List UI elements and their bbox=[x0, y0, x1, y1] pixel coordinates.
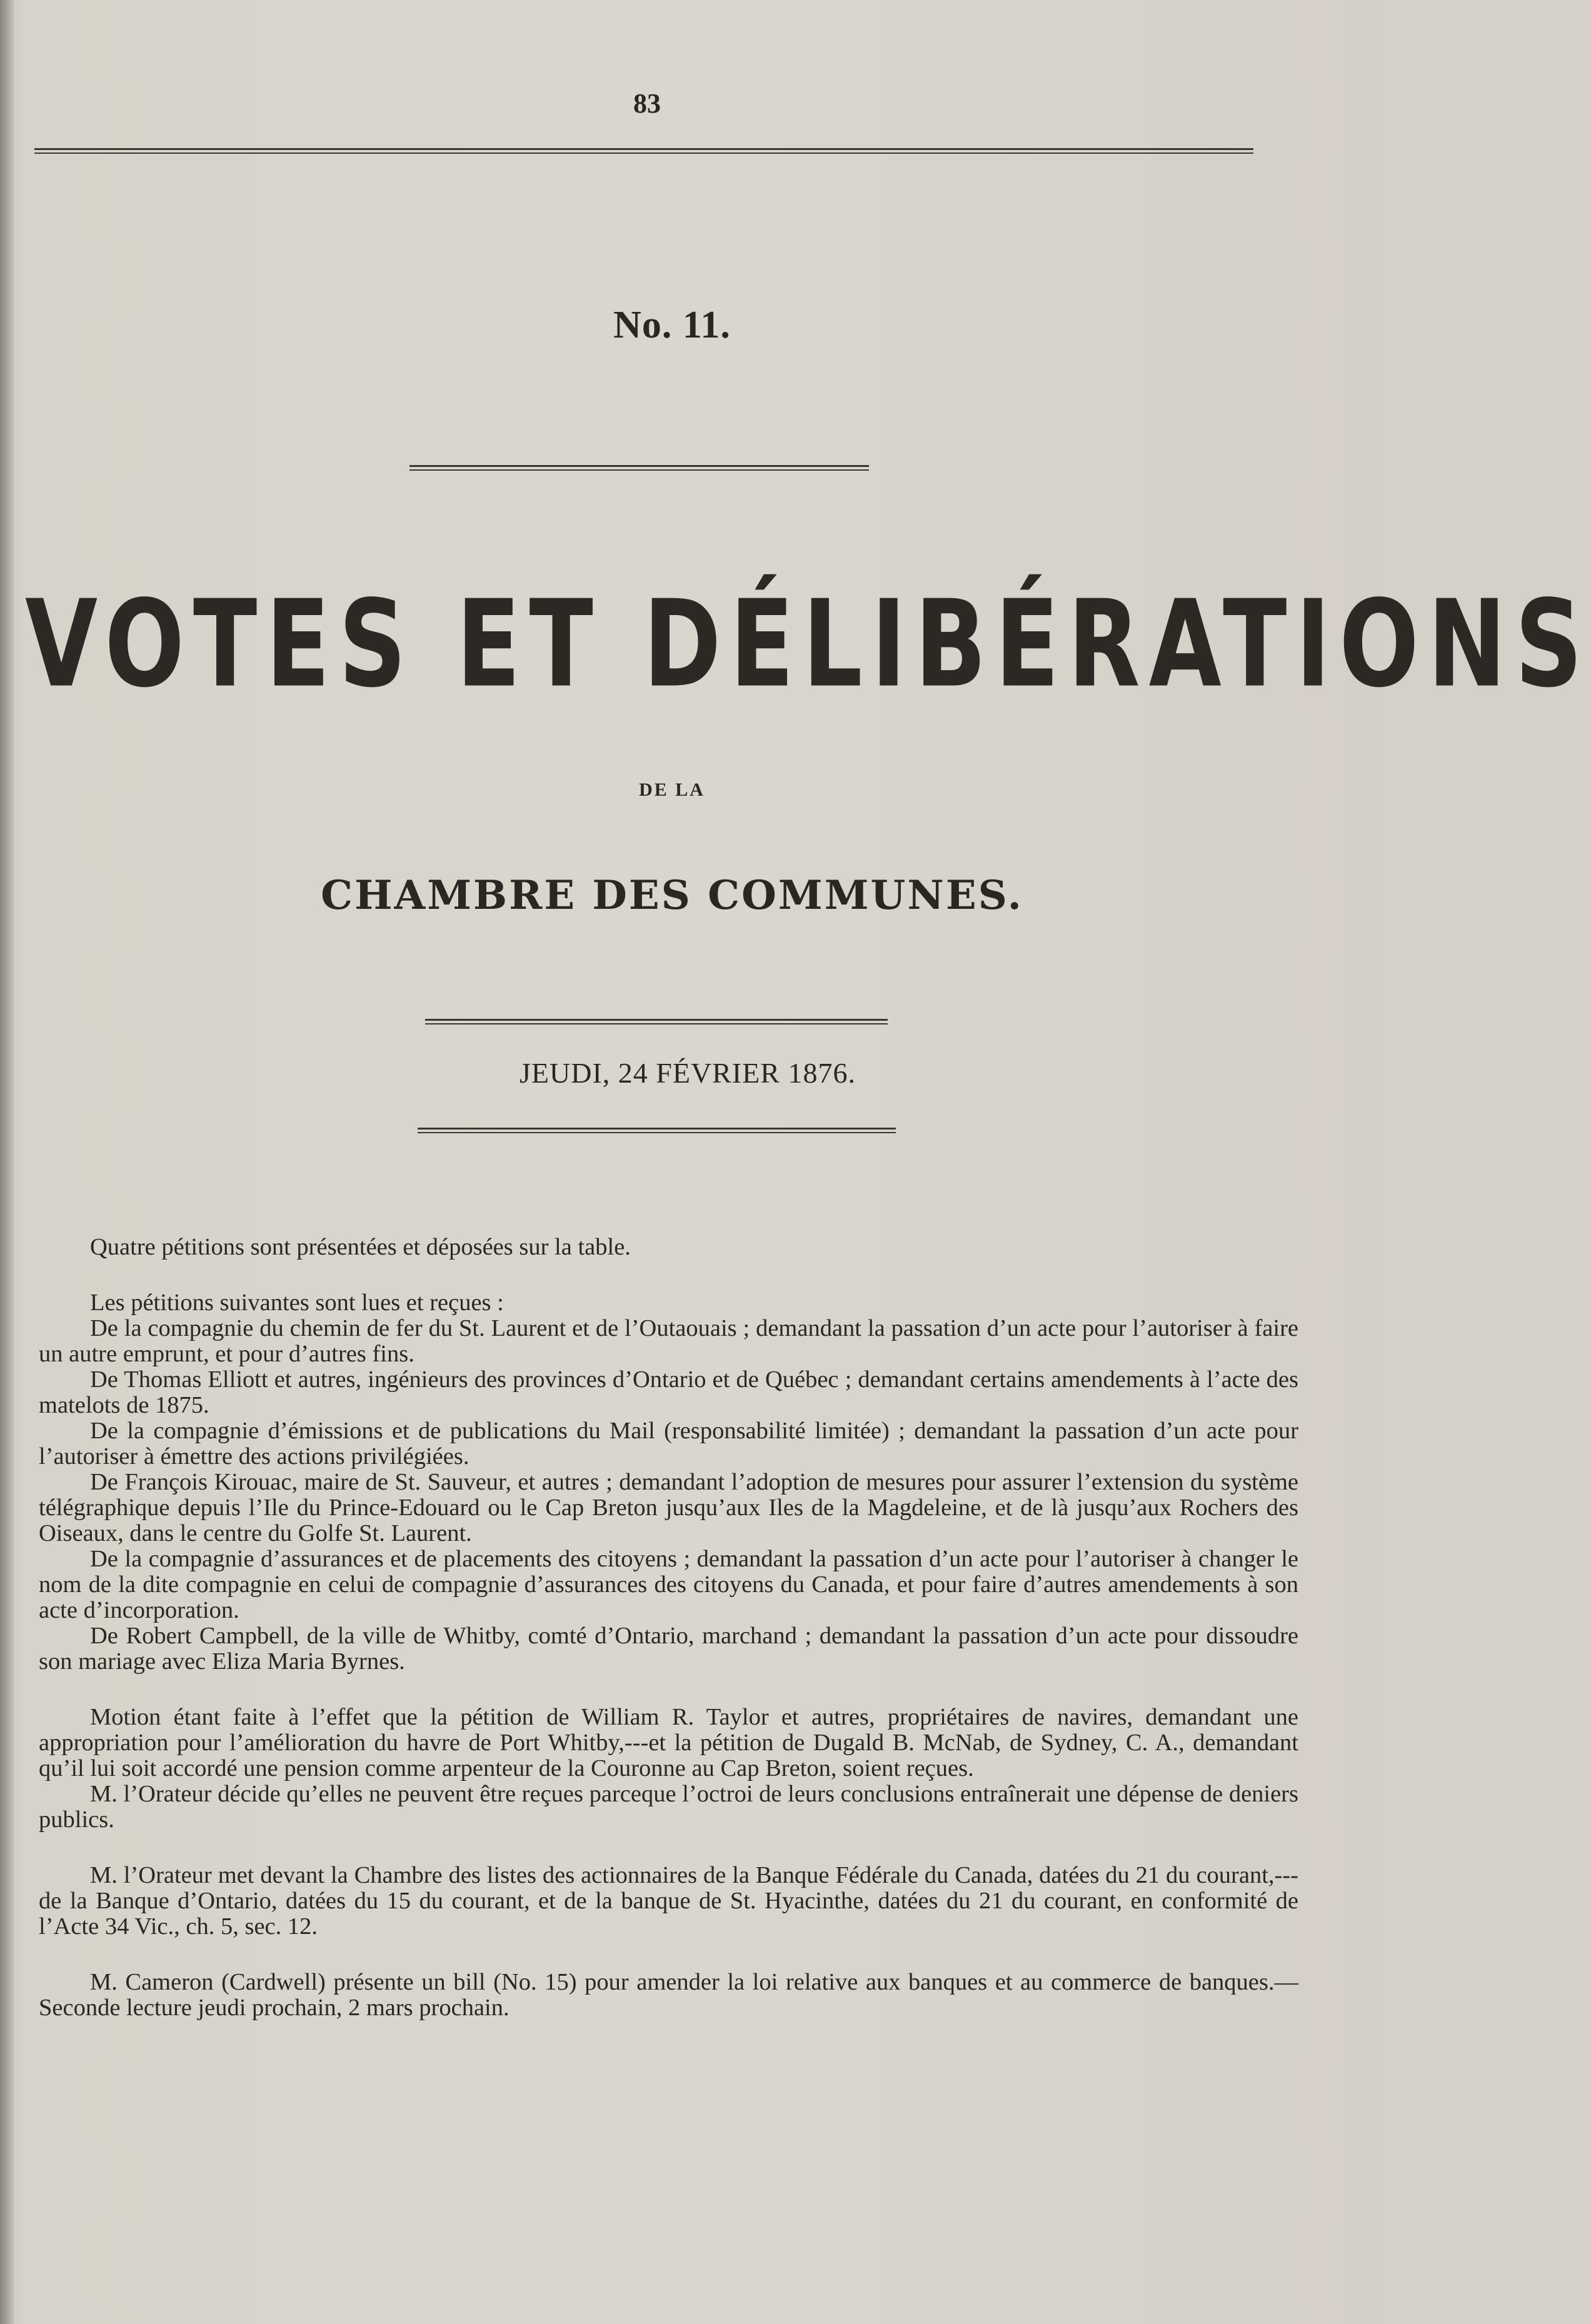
paragraph: De la compagnie du chemin de fer du St. Laurent et de l’Outaouais ; demandant la passation d’un acte pour l’autoriser à faire un autre emprunt, et pour d’autres fins. bbox=[39, 1315, 1298, 1367]
page-number: 83 bbox=[633, 88, 661, 119]
paragraph: De François Kirouac, maire de St. Sauveur, et autres ; demandant l’adoption de mesures pour assurer l’extension du système télégraphique depuis l’Ile du Prince-Edouard ou le Cap Breton jusqu’aux Iles de la Magdeleine, et de là jusqu’aux Rochers des Oiseaux, dans le centre du Golfe St. Laurent. bbox=[39, 1469, 1298, 1546]
paragraph: M. l’Orateur décide qu’elles ne peuvent être reçues parceque l’octroi de leurs conclusions entraînerait une dépense de deniers publics. bbox=[39, 1781, 1298, 1833]
paragraph: Les pétitions suivantes sont lues et reçues : bbox=[90, 1290, 504, 1316]
rule-divider bbox=[409, 465, 869, 471]
issue-number: No. 11. bbox=[613, 304, 731, 346]
rule-divider bbox=[418, 1128, 896, 1133]
paragraph: Motion étant faite à l’effet que la pétition de William R. Taylor et autres, propriétaires de navires, demandant une appropriation pour l’amélioration du havre de Port Whitby,---et la pétition de Dugald B. McNab, de Sydney, C. A., demandant qu’il lui soit accordé une pension comme arpenteur de la Couronne au Cap Breton, soient reçues. bbox=[39, 1704, 1298, 1781]
paragraph: Quatre pétitions sont présentées et déposées sur la table. bbox=[90, 1234, 631, 1260]
top-rule bbox=[34, 148, 1253, 154]
main-title: VOTES ET DÉLIBÉRATIONS bbox=[25, 575, 1591, 714]
paragraph: De Robert Campbell, de la ville de Whitby, comté d’Ontario, marchand ; demandant la passation d’un acte pour dissoudre son mariage avec Eliza Maria Byrnes. bbox=[39, 1623, 1298, 1675]
paragraph: M. l’Orateur met devant la Chambre des listes des actionnaires de la Banque Fédérale du Canada, datées du 21 du courant,---de la Banque d’Ontario, datées du 15 du courant, et de la banque de St. Hyacinthe, datées du 21 du courant, en conformité de l’Acte 34 Vic., ch. 5, sec. 12. bbox=[39, 1862, 1298, 1940]
subtitle-de-la: DE LA bbox=[639, 779, 705, 800]
session-date: JEUDI, 24 FÉVRIER 1876. bbox=[519, 1057, 856, 1089]
binding-shadow bbox=[0, 0, 14, 2324]
rule-divider bbox=[425, 1019, 888, 1024]
paragraph: M. Cameron (Cardwell) présente un bill (No. 15) pour amender la loi relative aux banques et au commerce de banques.—Seconde lecture jeudi prochain, 2 mars prochain. bbox=[39, 1969, 1298, 2021]
paragraph: De la compagnie d’émissions et de publications du Mail (responsabilité limitée) ; demandant la passation d’un acte pour l’autoriser à émettre des actions privilégiées. bbox=[39, 1418, 1298, 1470]
proceedings-body bbox=[39, 1235, 1298, 2021]
paragraph: De Thomas Elliott et autres, ingénieurs des provinces d’Ontario et de Québec ; demandant certains amendements à l’acte des matelots de 1875. bbox=[39, 1366, 1298, 1418]
paragraph: De la compagnie d’assurances et de placements des citoyens ; demandant la passation d’un acte pour l’autoriser à changer le nom de la dite compagnie en celui de compagnie d’assurances des citoyens du Canada, et pour faire d’autres amendements à son acte d’incorporation. bbox=[39, 1546, 1298, 1623]
chamber-title: CHAMBRE DES COMMUNES. bbox=[321, 872, 1023, 919]
